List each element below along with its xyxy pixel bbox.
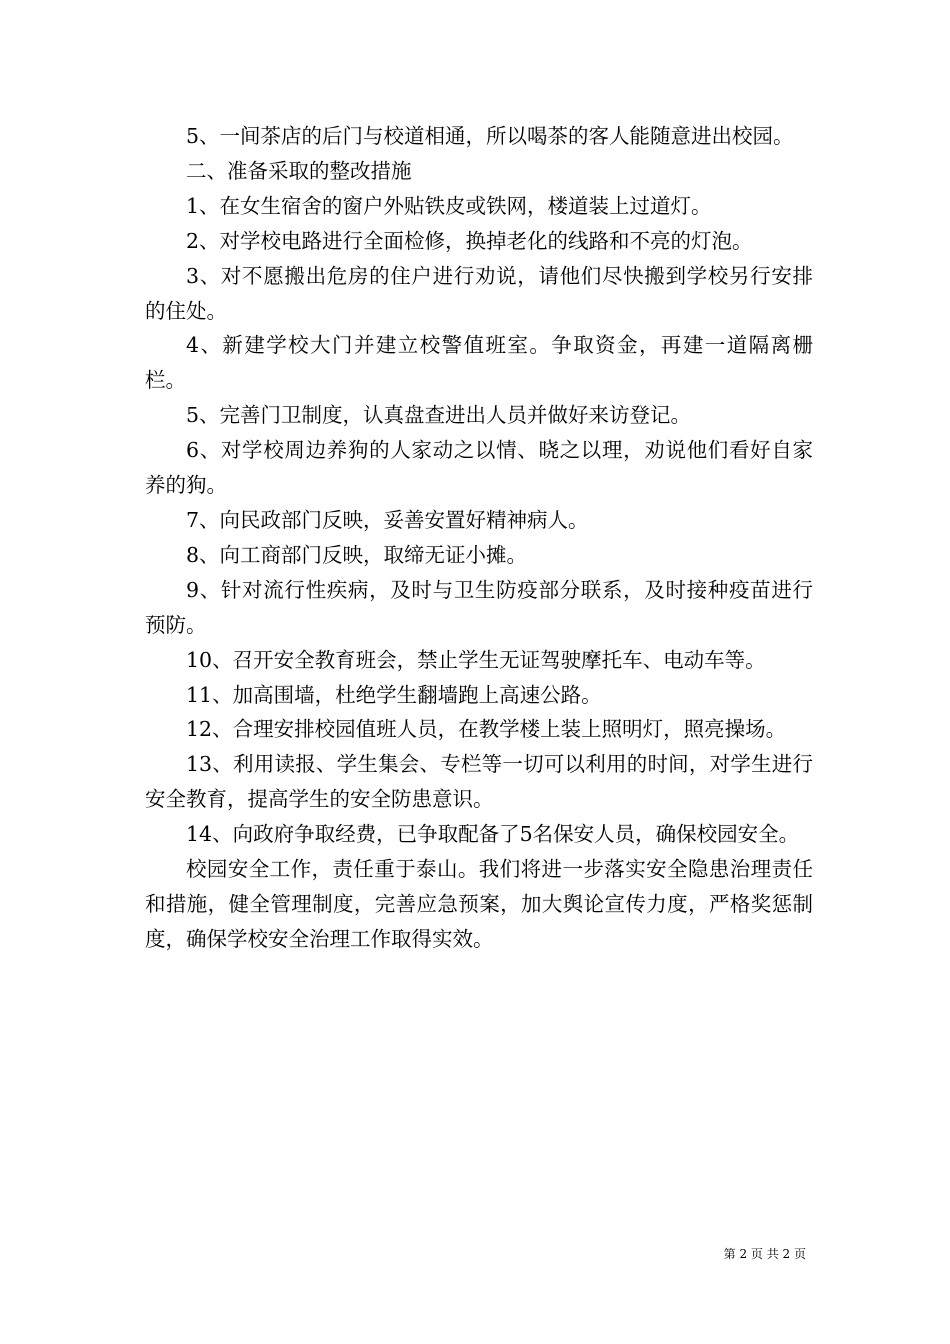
closing-paragraph: 校园安全工作，责任重于泰山。我们将进一步落实安全隐患治理责任和措施，健全管理制度，完善应急预案，加大舆论宣传力度，严格奖惩制度，确保学校安全治理工作取得实效。 (145, 857, 813, 951)
measure-item-5: 5、完善门卫制度，认真盘查进出人员并做好来访登记。 (186, 403, 692, 428)
measure-item-3: 3、对不愿搬出危房的住户进行劝说，请他们尽快搬到学校另行安排的住处。 (145, 263, 813, 323)
measure-item-9: 9、针对流行性疾病，及时与卫生防疫部分联系，及时接种疫苗进行预防。 (145, 577, 813, 637)
measure-item-4: 4、新建学校大门并建立校警值班室。争取资金，再建一道隔离栅栏。 (145, 333, 813, 393)
measure-item-14: 14、向政府争取经费，已争取配备了5名保安人员，确保校园安全。 (186, 822, 800, 847)
measure-item-12: 12、合理安排校园值班人员，在教学楼上装上照明灯，照亮操场。 (186, 717, 787, 742)
measure-item-10: 10、召开安全教育班会，禁止学生无证驾驶摩托车、电动车等。 (186, 647, 766, 672)
section-heading-rectification: 二、准备采取的整改措施 (186, 158, 412, 183)
measure-item-13: 13、利用读报、学生集会、专栏等一切可以利用的时间，对学生进行安全教育，提高学生的安全防患意识。 (145, 752, 813, 812)
measure-item-7: 7、向民政部门反映，妥善安置好精神病人。 (186, 507, 589, 532)
measure-item-6: 6、对学校周边养狗的人家动之以情、晓之以理，劝说他们看好自家养的狗。 (145, 438, 813, 498)
page-number-footer: 第 2 页 共 2 页 (723, 1247, 806, 1261)
measure-item-11: 11、加高围墙，杜绝学生翻墙跑上高速公路。 (186, 682, 602, 707)
paragraph-item-5-teahouse: 5、一间茶店的后门与校道相通，所以喝茶的客人能随意进出校园。 (186, 124, 794, 148)
document-body (145, 119, 813, 957)
measure-item-1: 1、在女生宿舍的窗户外贴铁皮或铁网，楼道装上过道灯。 (186, 193, 712, 218)
measure-item-2: 2、对学校电路进行全面检修，换掉老化的线路和不亮的灯泡。 (186, 228, 753, 253)
measure-item-8: 8、向工商部门反映，取缔无证小摊。 (186, 542, 528, 567)
